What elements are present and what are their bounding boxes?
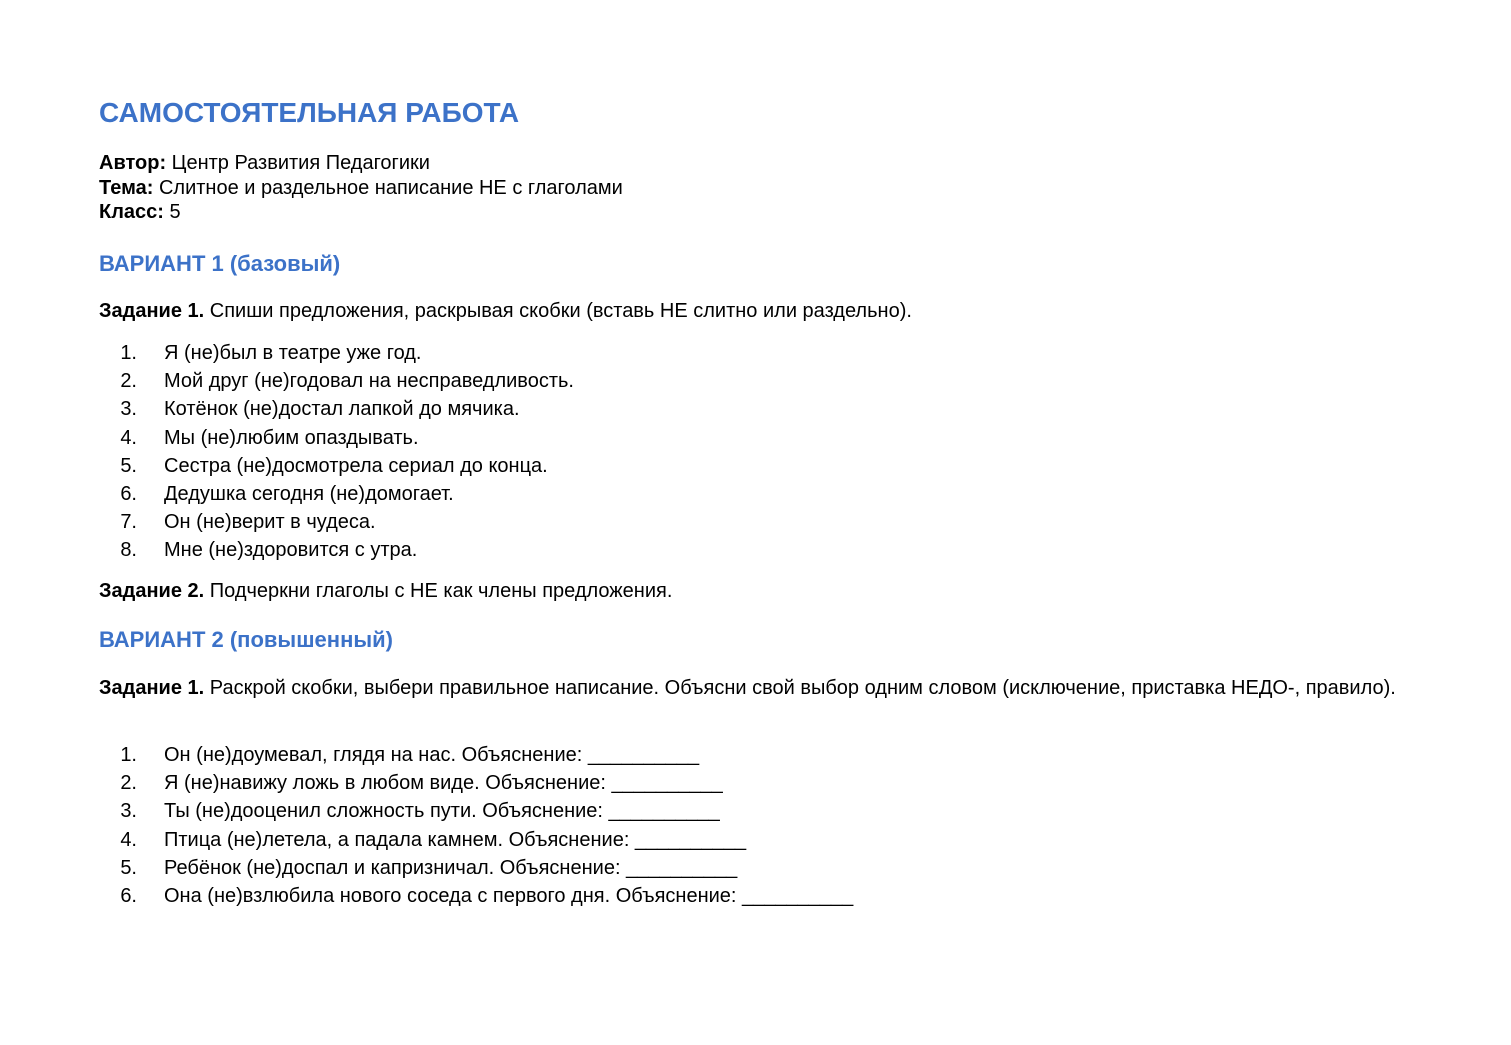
meta-class-value: 5: [163, 201, 181, 223]
list-item: [99, 395, 520, 423]
meta-author-label: Автор:: [99, 152, 167, 174]
list-item-text: Мой друг (не)годовал на несправедливость.: [164, 370, 574, 393]
list-item-text: Котёнок (не)достал лапкой до мячика.: [164, 398, 520, 421]
variant-1-task-1-text: Спиши предложения, раскрывая скобки (вставь НЕ слитно или раздельно).: [204, 300, 912, 322]
variant-2-task-1-label: Задание 1.: [99, 677, 205, 699]
list-item-text: Мне (не)здоровится с утра.: [164, 539, 418, 562]
variant-1-task-2-label: Задание 2.: [99, 580, 205, 602]
list-item-number: 7.: [120, 511, 137, 534]
list-item-text: Дедушка сегодня (не)домогает.: [164, 482, 454, 505]
list-item-number: 8.: [120, 539, 137, 562]
list-item-number: 6.: [120, 884, 137, 907]
meta-topic-label: Тема:: [99, 176, 154, 199]
list-item: [99, 741, 700, 769]
meta-class: [99, 200, 623, 225]
variant-2-task-1-text: Раскрой скобки, выбери правильное написание. Объясни свой выбор одним словом (исключение, приставка НЕДО-, правило).: [204, 677, 1396, 699]
list-item: [99, 536, 418, 564]
document-title: САМОСТОЯТЕЛЬНАЯ РАБОТА: [99, 97, 520, 128]
list-item-number: 4.: [120, 828, 137, 851]
variant-1-task-1: [99, 299, 1409, 324]
list-item-number: 2.: [120, 370, 137, 393]
list-item: [99, 424, 419, 452]
list-item: [99, 854, 738, 882]
list-item-text: Я (не)был в театре уже год.: [164, 342, 422, 364]
document-meta: [99, 151, 623, 225]
list-item: [99, 480, 454, 508]
list-item-text: Мы (не)любим опаздывать.: [164, 426, 419, 449]
list-item-text: Я (не)навижу ложь в любом виде. Объяснение: __________: [164, 772, 723, 795]
variant-1-exercise-list: [99, 339, 574, 565]
list-item-number: 1.: [120, 342, 137, 364]
list-item-text: Ребёнок (не)доспал и капризничал. Объяснение: __________: [164, 856, 738, 879]
list-item: [99, 769, 723, 797]
list-item-number: 4.: [120, 426, 137, 449]
list-item-number: 3.: [120, 800, 137, 823]
variant-2-exercise-list: [99, 741, 854, 910]
variant-2-task-1: [99, 676, 1409, 701]
meta-class-label: Класс:: [99, 201, 164, 223]
meta-topic: [99, 176, 623, 201]
variant-1-heading: ВАРИАНТ 1 (базовый): [99, 251, 341, 276]
variant-1-task-2-text: Подчеркни глаголы с НЕ как члены предложения.: [204, 580, 673, 602]
list-item-text: Птица (не)летела, а падала камнем. Объяснение: __________: [164, 828, 747, 851]
meta-topic-value: Слитное и раздельное написание НЕ с глаголами: [153, 176, 623, 199]
variant-1-task-2: [99, 579, 1409, 604]
list-item-text: Он (не)доумевал, глядя на нас. Объяснение: __________: [164, 744, 700, 766]
list-item-number: 5.: [120, 856, 137, 879]
list-item-text: Она (не)взлюбила нового соседа с первого дня. Объяснение: __________: [164, 884, 854, 907]
list-item-number: 5.: [120, 454, 137, 477]
meta-author: [99, 151, 623, 176]
list-item-text: Сестра (не)досмотрела сериал до конца.: [164, 454, 548, 477]
list-item: [99, 508, 376, 536]
list-item-text: Он (не)верит в чудеса.: [164, 511, 376, 534]
list-item: [99, 882, 854, 910]
list-item: [99, 367, 574, 395]
variant-1-task-1-label: Задание 1.: [99, 300, 205, 322]
meta-author-value: Центр Развития Педагогики: [166, 152, 430, 174]
list-item: [99, 797, 720, 825]
list-item-number: 1.: [120, 744, 137, 766]
list-item-number: 6.: [120, 482, 137, 505]
list-item-text: Ты (не)дооценил сложность пути. Объяснение: __________: [164, 800, 720, 823]
list-item: [99, 452, 548, 480]
list-item: [99, 339, 422, 367]
variant-2-heading: ВАРИАНТ 2 (повышенный): [99, 627, 393, 652]
list-item: [99, 826, 747, 854]
list-item-number: 3.: [120, 398, 137, 421]
list-item-number: 2.: [120, 772, 137, 795]
